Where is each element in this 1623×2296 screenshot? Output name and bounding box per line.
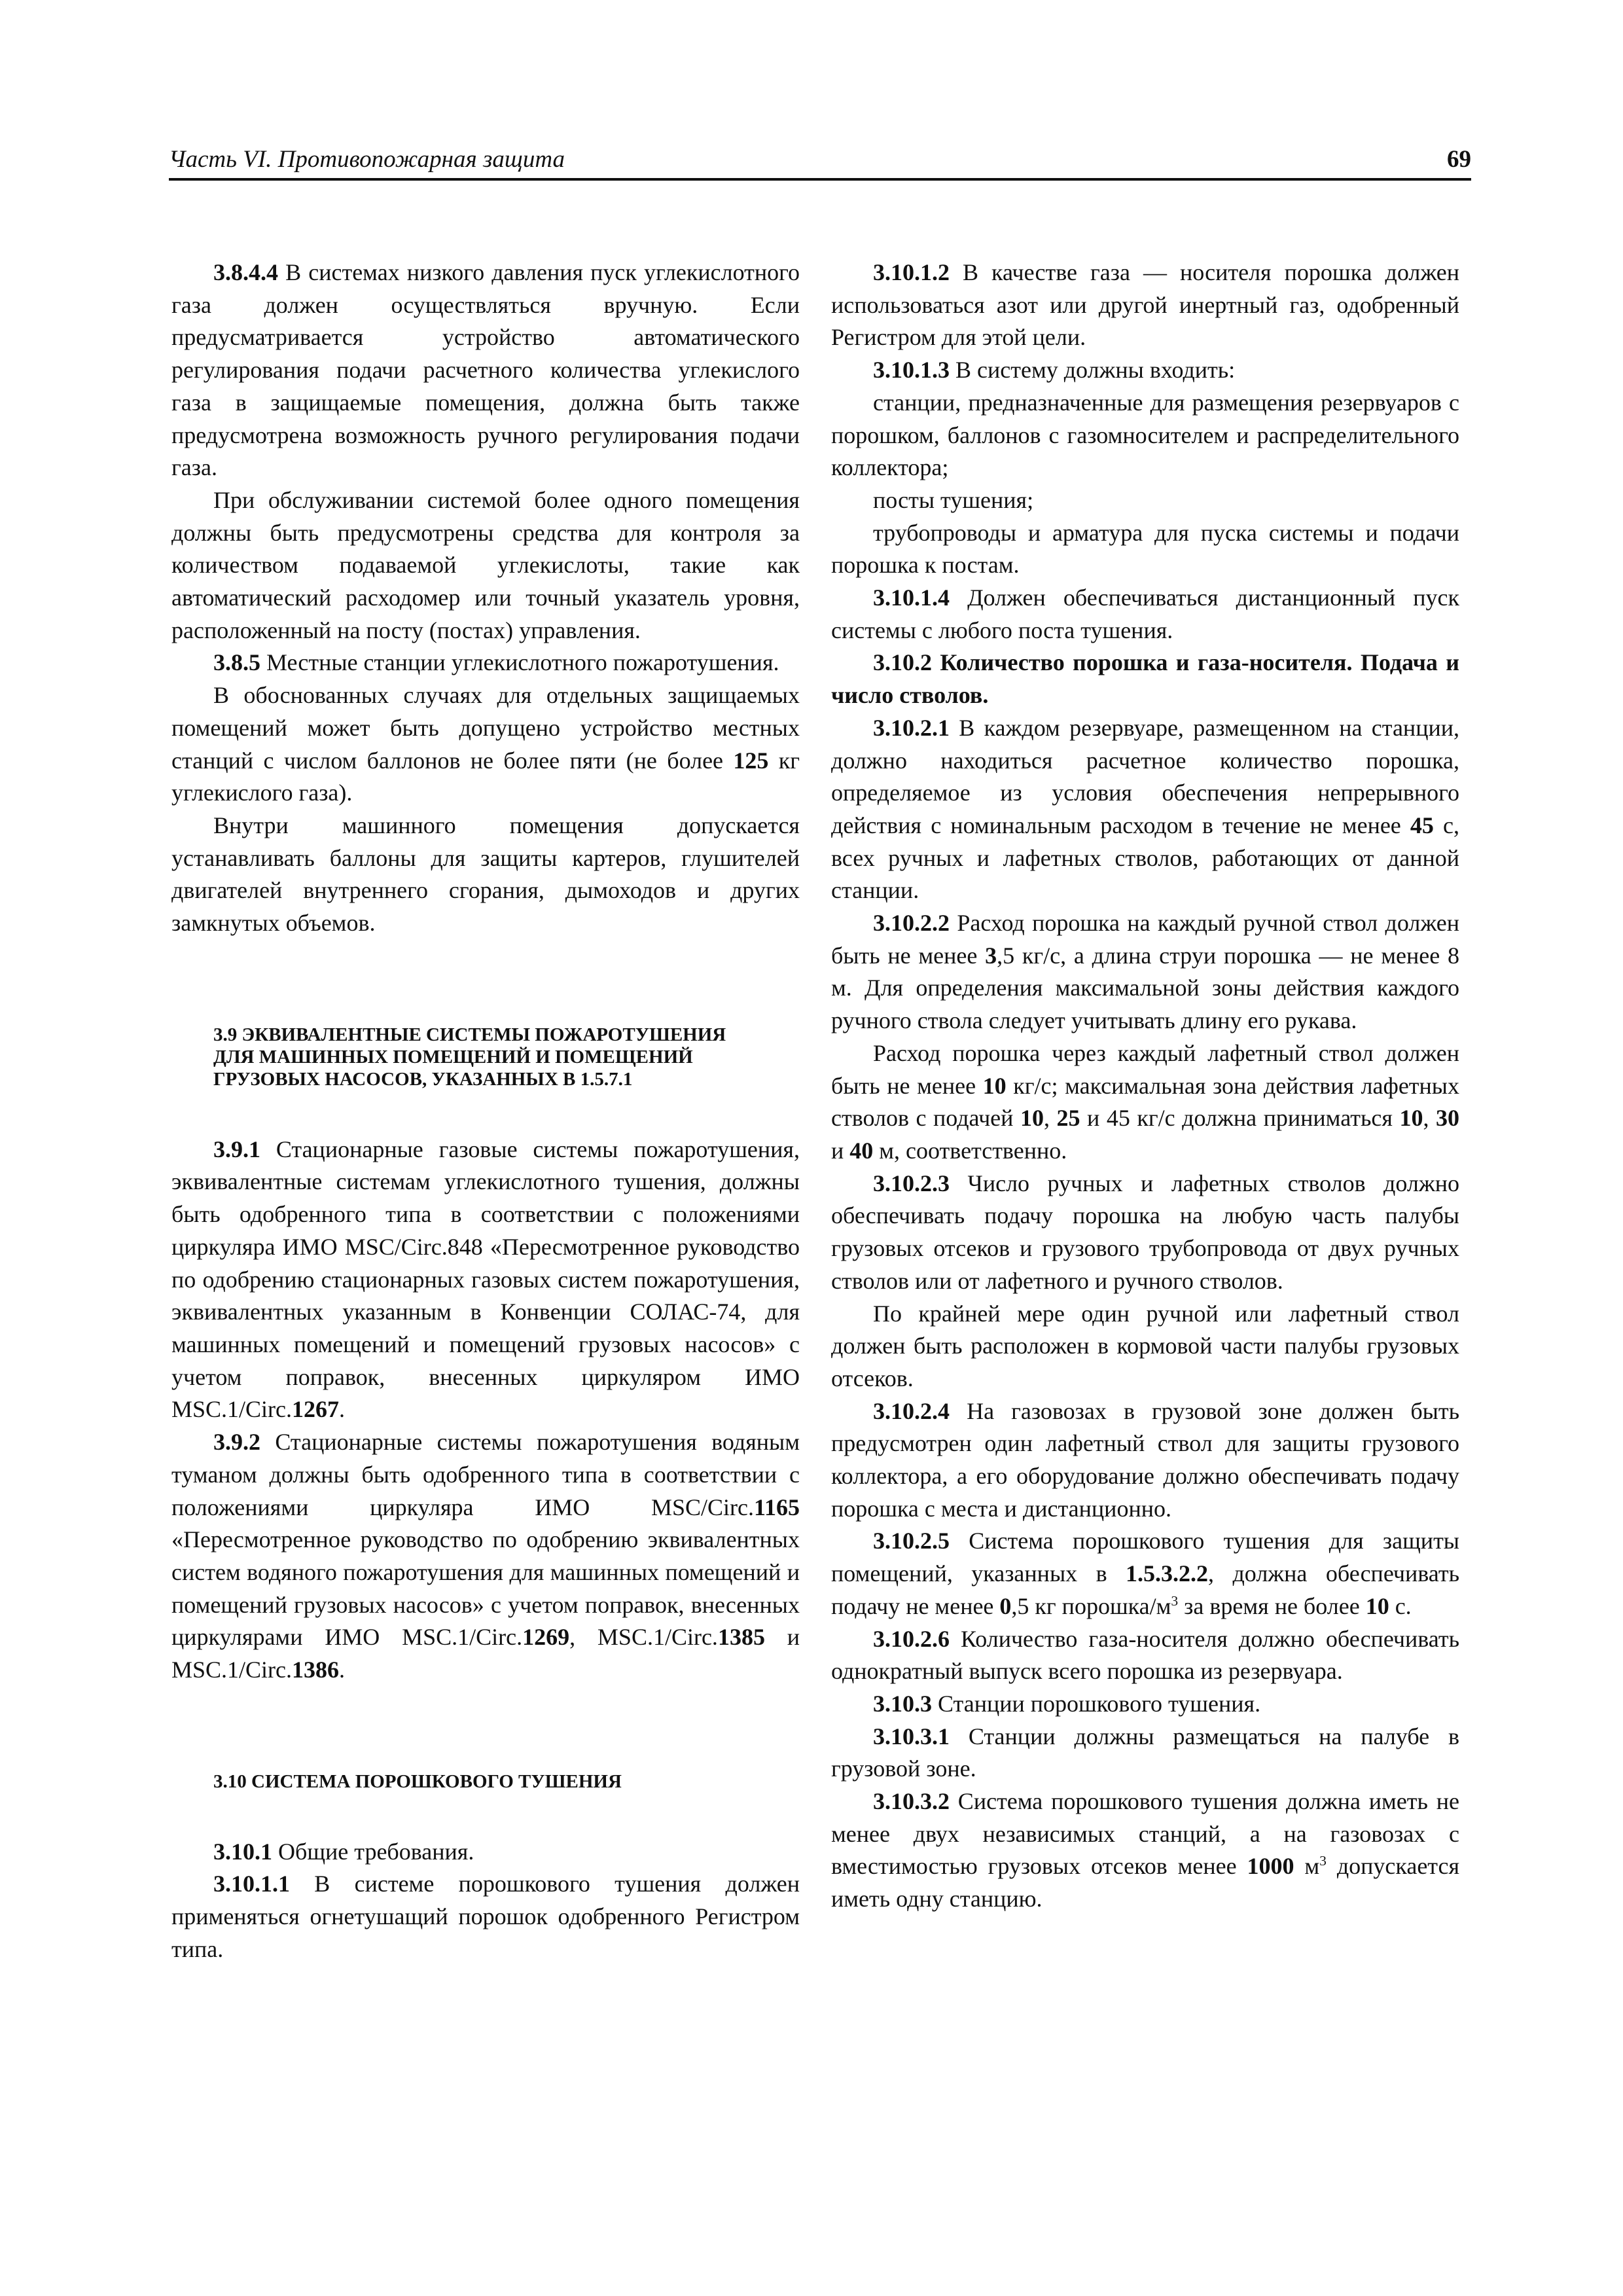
paragraph-3-10-2-4: 3.10.2.4 На газовозах в грузовой зоне должен быть предусмотрен один лафетный ствол для защиты грузового коллектора, а его оборудование должно обеспечивать подачу порошка с места и дистанционно. [831,1397,1459,1522]
paragraph-3-10-1-2: 3.10.1.2 В качестве газа — носителя порошка должен использоваться азот или другой инертный газ, одобренный Регистром для этой цели. [831,259,1459,351]
paragraph-3-10-3-1: 3.10.3.1 Станции должны размещаться на палубе в грузовой зоне. [831,1723,1459,1782]
paragraph-3-10-2-5: 3.10.2.5 Система порошкового тушения для защиты помещений, указанных в 1.5.3.2.2, должна обеспечивать подачу не менее 0,5 кг порошка/$м^3$ за время не более 10 с. [831,1528,1459,1619]
paragraph-3-10-3: 3.10.3 Станции порошкового тушения. [873,1690,1261,1717]
paragraph-3-10-2: 3.10.2 Количество порошка и газа-носителя. Подача и число стволов. [831,649,1459,709]
paragraph-3-10-1-3: 3.10.1.3 В систему должны входить: [873,357,1236,384]
paragraph-3-10-2-2: 3.10.2.2 Расход порошка на каждый ручной ствол должен быть не менее 3,5 кг/с, а длина струи порошка — не менее 8 м. Для определения максимальной зоны действия каждого ручного ствола следует учитывать длину его рукава. [831,910,1459,1034]
paragraph: В обоснованных случаях для отдельных защищаемых помещений может быть допущено устройство местных станций с числом баллонов не более пяти (не более 125 кг углекислого газа). [171,682,800,806]
paragraph-3-8-5: 3.8.5 Местные станции углекислотного пожаротушения. [213,649,779,676]
paragraph: Внутри машинного помещения допускается устанавливать баллоны для защиты картеров, глушителей двигателей внутреннего сгорания, дымоходов и других замкнутых объемов. [171,812,800,937]
running-title: Часть VI. Противопожарная защита [169,146,565,173]
paragraph-3-10-1-1: 3.10.1.1 В системе порошкового тушения должен применяться огнетушащий порошок одобренного Регистром типа. [171,1871,800,1962]
right-column [831,257,1459,1916]
section-gap [171,1090,800,1134]
paragraph: Расход порошка через каждый лафетный ствол должен быть не менее 10 кг/с; максимальная зона действия лафетных стволов с подачей 10, 25 и 45 кг/с должна приниматься 10, 30 и 40 м, соответственно. [831,1039,1460,1164]
section-heading-3-10: 3.10 СИСТЕМА ПОРОШКОВОГО ТУШЕНИЯ [213,1770,622,1792]
clause-number: 3.8.5 [213,649,260,676]
paragraph-3-10-1: 3.10.1 Общие требования. [213,1838,474,1865]
section-heading-3-9: 3.9 ЭКВИВАЛЕНТНЫЕ СИСТЕМЫ ПОЖАРОТУШЕНИЯ ДЛЯ МАШИННЫХ ПОМЕЩЕНИЙ И ПОМЕЩЕНИЙ ГРУЗОВЫХ НАСОСОВ, УКАЗАННЫХ В 1.5.7.1 [213,1024,726,1090]
page-number: 69 [1447,146,1471,173]
left-column [171,257,800,1966]
paragraph: По крайней мере один ручной или лафетный ствол должен быть расположен в кормовой части палубы грузовых отсеков. [831,1300,1459,1391]
paragraph-3-10-3-2: 3.10.3.2 Система порошкового тушения должна иметь не менее двух независимых станций, а на газовозах с вместимостью грузовых отсеков менее 1000 $м^3$ допускается иметь одну станцию. [831,1788,1460,1912]
paragraph-3-9-2: 3.9.2 Стационарные системы пожаротушения водяным туманом должны быть одобренного типа в соответствии с положениями циркуляра ИМО MSC/Circ.1165 «Пересмотренное руководство по одобрению эквивалентных систем водяного пожаротушения для машинных помещений и помещений грузовых насосов» с учетом поправок, внесенных циркулярами ИМО MSC.1/Circ.1269, MSC.1/Circ.1385 и MSC.1/Circ.1386. [171,1429,800,1683]
list-item: посты тушения; [873,486,1034,513]
paragraph-3-10-1-4: 3.10.1.4 Должен обеспечиваться дистанционный пуск системы с любого поста тушения. [831,584,1459,643]
paragraph-3-9-1: 3.9.1 Стационарные газовые системы пожаротушения, эквивалентные системам углекислотного тушения, должны быть одобренного типа в соответствии с положениями циркуляра ИМО MSC/Circ.848 «Пересмотренное руководство по одобрению стационарных газовых систем пожаротушения, эквивалентных указанным в Конвенции СОЛАС-74, для машинных помещений и помещений грузовых насосов» с учетом поправок, внесенных циркуляром ИМО MSC.1/Circ.1267. [171,1136,800,1423]
header-rule [169,178,1471,181]
clause-number: 3.8.4.4 [213,259,278,285]
paragraph-3-10-2-3: 3.10.2.3 Число ручных и лафетных стволов должно обеспечивать подачу порошка на любую часть палубы грузовых отсеков и грузового трубопровода от двух ручных стволов или от лафетного и ручного стволов. [831,1170,1459,1294]
section-gap [171,1793,800,1836]
paragraph-3-8-4-4: 3.8.4.4 В системах низкого давления пуск углекислотного газа должен осуществляться вручную. Если предусматривается устройство автоматического регулирования подачи расчетного количества углекислого газа в защищаемые помещения, должна быть также предусмотрена возможность ручного регулирования подачи газа. [171,259,800,481]
list-item: станции, предназначенные для размещения резервуаров с порошком, баллонов с газомносителем и распределительного коллектора; [831,389,1459,481]
section-gap [171,1687,800,1770]
paragraph-3-10-2-1: 3.10.2.1 В каждом резервуаре, размещенном на станции, должно находиться расчетное количество порошка, определяемое из условия обеспечения непрерывного действия с номинальным расходом в течение не менее 45 с, всех ручных и лафетных стволов, работающих от данной станции. [831,714,1459,904]
paragraph-3-10-2-6: 3.10.2.6 Количество газа-носителя должно обеспечивать однократный выпуск всего порошка из резервуара. [831,1625,1459,1685]
list-item: трубопроводы и арматура для пуска системы и подачи порошка к постам. [831,519,1459,579]
paragraph: При обслуживании системой более одного помещения должны быть предусмотрены средства для контроля за количеством подаваемой углекислоты, такие как автоматический расходомер или точный указатель уровня, расположенный на посту (постах) управления. [171,486,800,643]
section-gap [171,940,800,1024]
running-header [169,145,1471,178]
